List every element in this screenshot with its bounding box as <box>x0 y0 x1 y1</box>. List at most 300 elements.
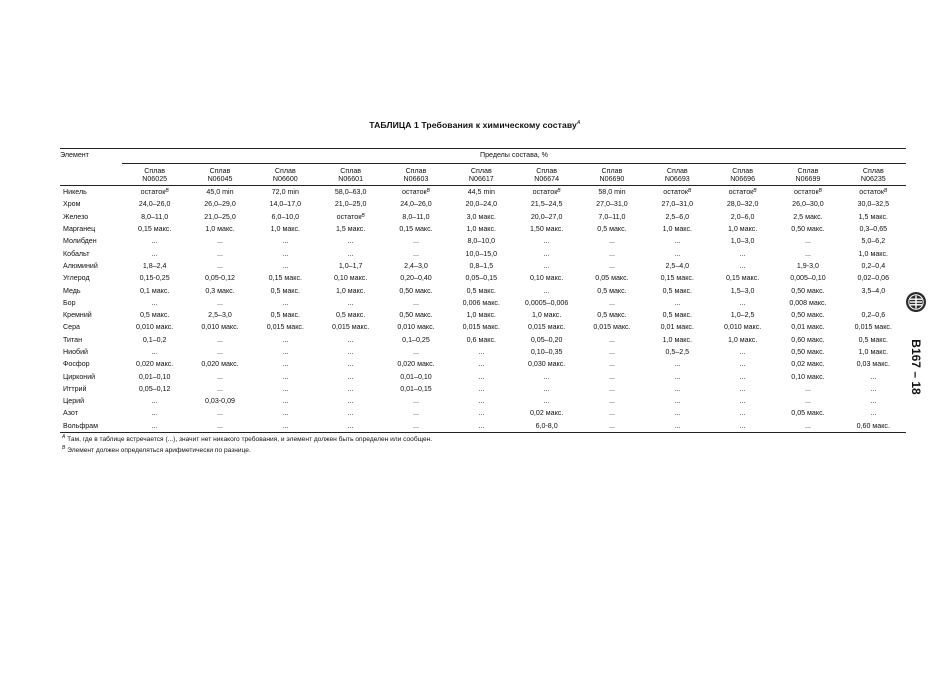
value-cell <box>841 186 906 199</box>
value-cell <box>645 198 710 210</box>
table-row <box>60 370 906 382</box>
cell-value: 0,50 макс. <box>791 225 825 234</box>
value-cell <box>187 334 252 346</box>
cell-value: 0,1 макс. <box>139 286 170 295</box>
value-cell <box>383 321 448 333</box>
value-cell <box>710 309 775 321</box>
cell-value: ... <box>609 237 615 246</box>
cell-value: 0,020 макс. <box>201 360 239 369</box>
value-cell <box>841 334 906 346</box>
cell-value: 26,0–30,0 <box>792 200 824 209</box>
value-cell <box>122 358 187 370</box>
cell-value: ... <box>804 421 811 430</box>
value-cell <box>122 223 187 235</box>
value-cell <box>579 284 644 296</box>
value-cell <box>253 334 318 346</box>
cell-value: 6,0–10,0 <box>271 212 300 221</box>
value-cell <box>122 420 187 433</box>
value-cell <box>449 334 514 346</box>
value-cell <box>775 260 840 272</box>
value-cell <box>841 420 906 433</box>
value-cell <box>449 235 514 247</box>
cell-value: 27,0–31,0 <box>661 200 694 209</box>
table-row <box>60 186 906 199</box>
cell-value: 30,0–32,5 <box>857 200 890 209</box>
value-cell <box>187 211 252 223</box>
table-body <box>60 186 906 433</box>
cell-value: ... <box>739 249 746 258</box>
alloy-header-n06045 <box>187 164 252 186</box>
cell-value: 1,5 макс. <box>335 225 366 234</box>
value-cell <box>449 284 514 296</box>
value-cell <box>645 420 710 433</box>
alloy-code: N06699 <box>795 174 821 183</box>
value-cell <box>318 272 383 284</box>
value-cell <box>253 407 318 419</box>
cell-value: ... <box>282 384 289 393</box>
value-cell <box>449 420 514 433</box>
value-cell <box>645 383 710 395</box>
element-name-cell: Фосфор <box>63 360 90 369</box>
value-cell <box>318 346 383 358</box>
value-cell <box>514 297 579 309</box>
cell-value: 1,9-3,0 <box>796 261 819 270</box>
cell-value: 1,0 макс. <box>858 249 888 258</box>
value-cell <box>579 407 644 419</box>
cell-value: ... <box>804 249 811 258</box>
cell-value: ... <box>413 421 419 430</box>
alloy-code: N06617 <box>468 174 494 183</box>
value-cell <box>579 420 644 433</box>
value-cell <box>579 321 644 333</box>
footnote-mark: B <box>361 212 365 219</box>
cell-value: 1,5–3,0 <box>730 286 755 295</box>
value-cell <box>383 211 448 223</box>
table-row <box>60 346 906 358</box>
value-cell <box>514 309 579 321</box>
cell-value: ... <box>347 335 354 344</box>
value-cell <box>122 407 187 419</box>
value-cell <box>449 346 514 358</box>
title-footnote-mark: A <box>576 120 581 126</box>
cell-value: ... <box>543 397 550 406</box>
cell-value: 0,5 макс. <box>858 335 888 344</box>
table-row <box>60 321 906 333</box>
value-cell <box>253 247 318 259</box>
value-cell <box>841 407 906 419</box>
value-cell <box>645 260 710 272</box>
cell-value: 0,5 макс. <box>597 225 627 234</box>
cell-value: ... <box>609 348 615 356</box>
value-cell <box>253 395 318 407</box>
cell-value: ... <box>478 372 485 381</box>
cell-value: 21,0–25,0 <box>204 212 236 221</box>
value-cell <box>449 297 514 309</box>
cell-value: ... <box>347 409 354 418</box>
value-cell <box>579 260 644 272</box>
table-row <box>60 198 906 210</box>
value-cell <box>579 198 644 210</box>
cell-value: ... <box>609 421 615 430</box>
element-name-cell: Углерод <box>63 274 90 283</box>
cell-value: ... <box>609 372 615 381</box>
cell-value: ... <box>739 409 746 418</box>
cell-value: остаток <box>859 188 884 197</box>
value-cell <box>383 284 448 296</box>
footnote <box>62 433 432 444</box>
cell-value: ... <box>151 249 158 258</box>
cell-value: 0,10–0,35 <box>530 348 563 356</box>
value-cell <box>514 395 579 407</box>
cell-value: ... <box>478 360 485 369</box>
value-cell <box>645 186 710 199</box>
cell-value: ... <box>870 384 877 393</box>
value-cell <box>710 334 775 346</box>
value-cell <box>187 272 252 284</box>
cell-value: 1,0 макс. <box>466 225 496 234</box>
value-cell <box>449 186 514 199</box>
value-cell <box>514 198 579 210</box>
cell-value: ... <box>870 372 877 381</box>
cell-value: 2,5–4,0 <box>665 261 690 270</box>
value-cell <box>187 223 252 235</box>
cell-value: ... <box>478 384 485 393</box>
value-cell <box>122 395 187 407</box>
cell-value: 0,50 макс. <box>791 286 825 295</box>
value-cell <box>645 297 710 309</box>
element-name-cell: Хром <box>63 200 81 209</box>
value-cell <box>645 223 710 235</box>
value-cell <box>579 297 644 309</box>
value-cell <box>841 211 906 223</box>
cell-value: ... <box>609 409 615 418</box>
cell-value: 8,0–11,0 <box>402 212 430 221</box>
value-cell <box>775 272 840 284</box>
value-cell <box>122 346 187 358</box>
cell-value: 21,0–25,0 <box>334 200 367 209</box>
cell-value: ... <box>543 286 550 295</box>
cell-value: 10,0–15,0 <box>465 249 498 258</box>
cell-value: ... <box>217 409 223 418</box>
cell-value: 0,2–0,4 <box>861 261 886 270</box>
value-cell <box>841 309 906 321</box>
value-cell <box>775 186 840 199</box>
element-name-cell: Бор <box>63 298 76 307</box>
value-cell <box>579 370 644 382</box>
cell-value: 1,50 макс. <box>529 225 564 234</box>
value-cell <box>449 395 514 407</box>
cell-value: 58,0–63,0 <box>334 188 367 197</box>
cell-value: остаток <box>336 212 362 221</box>
value-cell <box>253 420 318 433</box>
cell-value: ... <box>217 237 223 246</box>
value-cell <box>253 309 318 321</box>
cell-value: ... <box>282 249 289 258</box>
element-name-cell: Марганец <box>63 225 96 234</box>
value-cell <box>253 321 318 333</box>
alloy-header-n06693 <box>645 164 710 186</box>
cell-value: 0,015 макс. <box>528 323 566 332</box>
value-cell <box>318 260 383 272</box>
value-cell <box>841 358 906 370</box>
value-cell <box>579 272 644 284</box>
cell-value: 0,020 макс. <box>397 360 435 369</box>
value-cell <box>579 235 644 247</box>
value-cell <box>645 334 710 346</box>
cell-value: 0,02–0,06 <box>857 274 890 283</box>
value-cell <box>318 247 383 259</box>
cell-value: ... <box>217 249 223 258</box>
alloy-header-row <box>60 164 906 186</box>
cell-value: 0,010 макс. <box>723 323 762 332</box>
cell-value: 3,5–4,0 <box>861 286 886 295</box>
value-cell <box>449 198 514 210</box>
cell-value: ... <box>674 409 681 418</box>
cell-value: 1,8–2,4 <box>142 261 167 270</box>
cell-value: 2,5 макс. <box>793 212 823 221</box>
cell-value: 0,10 макс. <box>791 372 825 381</box>
value-cell <box>775 284 840 296</box>
cell-value: ... <box>347 372 354 381</box>
cell-value: 72,0 min <box>271 188 299 197</box>
value-cell <box>514 383 579 395</box>
cell-value: 1,0–3,0 <box>730 237 755 246</box>
cell-value: 44,5 min <box>467 188 495 197</box>
cell-value: ... <box>217 372 223 381</box>
cell-value: ... <box>609 360 615 369</box>
cell-value: 0,01 макс. <box>791 323 825 332</box>
table-row <box>60 247 906 259</box>
cell-value: 1,0 макс. <box>205 225 235 234</box>
value-cell <box>775 211 840 223</box>
cell-value: ... <box>282 397 289 406</box>
cell-value: 1,0 макс. <box>858 348 888 356</box>
value-cell <box>775 321 840 333</box>
value-cell <box>318 395 383 407</box>
cell-value: ... <box>674 421 681 430</box>
value-cell <box>514 346 579 358</box>
value-cell <box>710 223 775 235</box>
value-cell <box>122 321 187 333</box>
value-cell <box>383 223 448 235</box>
table-row <box>60 260 906 272</box>
value-cell <box>187 395 252 407</box>
value-cell <box>449 272 514 284</box>
cell-value: 21,5–24,5 <box>530 200 563 209</box>
value-cell <box>710 211 775 223</box>
cell-value: ... <box>282 372 289 381</box>
value-cell <box>122 383 187 395</box>
value-cell <box>645 395 710 407</box>
alloy-word: Сплав <box>732 166 754 175</box>
value-cell <box>318 198 383 210</box>
cell-value: 3,0 макс. <box>466 212 496 221</box>
value-cell <box>122 370 187 382</box>
cell-value: ... <box>217 335 223 344</box>
value-cell <box>514 223 579 235</box>
cell-value: ... <box>347 421 354 430</box>
alloy-code: N06025 <box>142 174 168 183</box>
alloy-header-n06235 <box>841 164 906 186</box>
cell-value: 0,010 макс. <box>397 323 435 332</box>
value-cell <box>122 186 187 199</box>
cell-value: ... <box>674 237 681 246</box>
cell-value: ... <box>609 335 615 344</box>
value-cell <box>775 309 840 321</box>
value-cell <box>122 272 187 284</box>
value-cell <box>318 358 383 370</box>
chemical-composition-table <box>60 148 906 433</box>
value-cell <box>187 198 252 210</box>
value-cell <box>253 260 318 272</box>
cell-value: 0,01–0,10 <box>400 372 432 381</box>
value-cell <box>383 420 448 433</box>
value-cell <box>187 346 252 358</box>
value-cell <box>579 211 644 223</box>
cell-value: ... <box>217 348 223 356</box>
cell-value: ... <box>347 249 354 258</box>
value-cell <box>187 284 252 296</box>
value-cell <box>710 407 775 419</box>
value-cell <box>187 321 252 333</box>
cell-value: 1,0–1,7 <box>338 261 363 270</box>
cell-value: ... <box>282 298 289 307</box>
value-cell <box>383 198 448 210</box>
cell-value: 27,0–31,0 <box>596 200 628 209</box>
value-cell <box>514 420 579 433</box>
cell-value: ... <box>739 372 746 381</box>
cell-value: 0,05–0,15 <box>465 274 498 283</box>
value-cell <box>710 420 775 433</box>
cell-value: 0,015 макс. <box>332 323 370 332</box>
alloy-code: N06600 <box>272 174 298 183</box>
value-cell <box>579 247 644 259</box>
cell-value: 0,15 макс. <box>399 225 433 234</box>
cell-value: 0,015 макс. <box>854 323 892 332</box>
cell-value: 0,5 макс. <box>597 286 627 295</box>
element-name-cell: Медь <box>63 286 81 295</box>
cell-value: ... <box>739 261 746 270</box>
cell-value: 0,05–0,20 <box>530 335 563 344</box>
value-cell <box>187 260 252 272</box>
value-cell <box>318 235 383 247</box>
cell-value: 0,5 макс. <box>597 311 627 320</box>
value-cell <box>645 272 710 284</box>
value-cell <box>645 346 710 358</box>
value-cell <box>775 420 840 433</box>
cell-value: 6,0-8,0 <box>535 421 558 430</box>
cell-value: ... <box>674 372 681 381</box>
cell-value: 58,0 min <box>598 188 626 197</box>
alloy-word: Сплав <box>862 166 884 175</box>
alloy-code: N06690 <box>599 174 625 183</box>
cell-value: 0,05 макс. <box>595 274 629 283</box>
value-cell <box>383 383 448 395</box>
value-cell <box>318 309 383 321</box>
alloy-code: N06696 <box>730 174 756 183</box>
element-name-cell: Кобальт <box>63 249 90 258</box>
value-cell <box>383 186 448 199</box>
value-cell <box>645 358 710 370</box>
alloy-word: Сплав <box>209 166 231 175</box>
value-cell <box>122 235 187 247</box>
cell-value: ... <box>609 384 615 393</box>
cell-value: ... <box>609 249 615 258</box>
table-row <box>60 383 906 395</box>
cell-value: 0,5 макс. <box>270 311 300 320</box>
value-cell <box>253 272 318 284</box>
element-name-cell: Алюминий <box>63 261 98 270</box>
value-cell <box>122 211 187 223</box>
cell-value: 2,5–6,0 <box>665 212 690 221</box>
cell-value: ... <box>282 261 289 270</box>
value-cell <box>579 395 644 407</box>
value-cell <box>710 198 775 210</box>
element-name-cell: Ниобий <box>63 348 89 356</box>
cell-value: ... <box>282 335 289 344</box>
value-cell <box>253 383 318 395</box>
cell-value: ... <box>739 397 746 406</box>
table-row <box>60 420 906 433</box>
alloy-header-n06600 <box>253 164 318 186</box>
value-cell <box>579 223 644 235</box>
value-cell <box>122 260 187 272</box>
cell-value: 0,3–0,65 <box>859 225 888 234</box>
value-cell <box>514 358 579 370</box>
cell-value: остаток <box>401 188 427 197</box>
alloy-header-n06601 <box>318 164 383 186</box>
value-cell <box>187 297 252 309</box>
astm-logo-icon <box>905 291 927 313</box>
value-cell <box>187 370 252 382</box>
value-cell <box>841 297 906 309</box>
value-cell <box>775 383 840 395</box>
alloy-word: Сплав <box>536 166 558 175</box>
cell-value: 24,0–26,0 <box>138 200 171 209</box>
cell-value: 0,010 макс. <box>136 323 174 332</box>
value-cell <box>253 235 318 247</box>
value-cell <box>122 284 187 296</box>
alloy-header-n06617 <box>449 164 514 186</box>
value-cell <box>579 309 644 321</box>
table-row <box>60 235 906 247</box>
value-cell <box>514 235 579 247</box>
value-cell <box>775 407 840 419</box>
value-cell <box>775 395 840 407</box>
cell-value: ... <box>804 397 811 406</box>
alloy-code: N06603 <box>403 174 429 183</box>
value-cell <box>318 383 383 395</box>
cell-value: 0,01 макс. <box>660 323 694 332</box>
value-cell <box>775 223 840 235</box>
alloy-word: Сплав <box>470 166 492 175</box>
value-cell <box>645 309 710 321</box>
cell-value: 28,0–32,0 <box>726 200 759 209</box>
cell-value: 0,020 макс. <box>136 360 174 369</box>
value-cell <box>710 346 775 358</box>
footnote-mark: B <box>818 188 822 195</box>
value-cell <box>775 235 840 247</box>
value-cell <box>383 358 448 370</box>
cell-value: ... <box>347 360 354 369</box>
value-cell <box>318 370 383 382</box>
standard-code: B167 – 18 <box>909 339 923 395</box>
value-cell <box>775 358 840 370</box>
value-cell <box>841 321 906 333</box>
cell-value: 0,5 макс. <box>466 286 496 295</box>
cell-value: ... <box>870 397 877 406</box>
cell-value: 0,50 макс. <box>399 286 433 295</box>
